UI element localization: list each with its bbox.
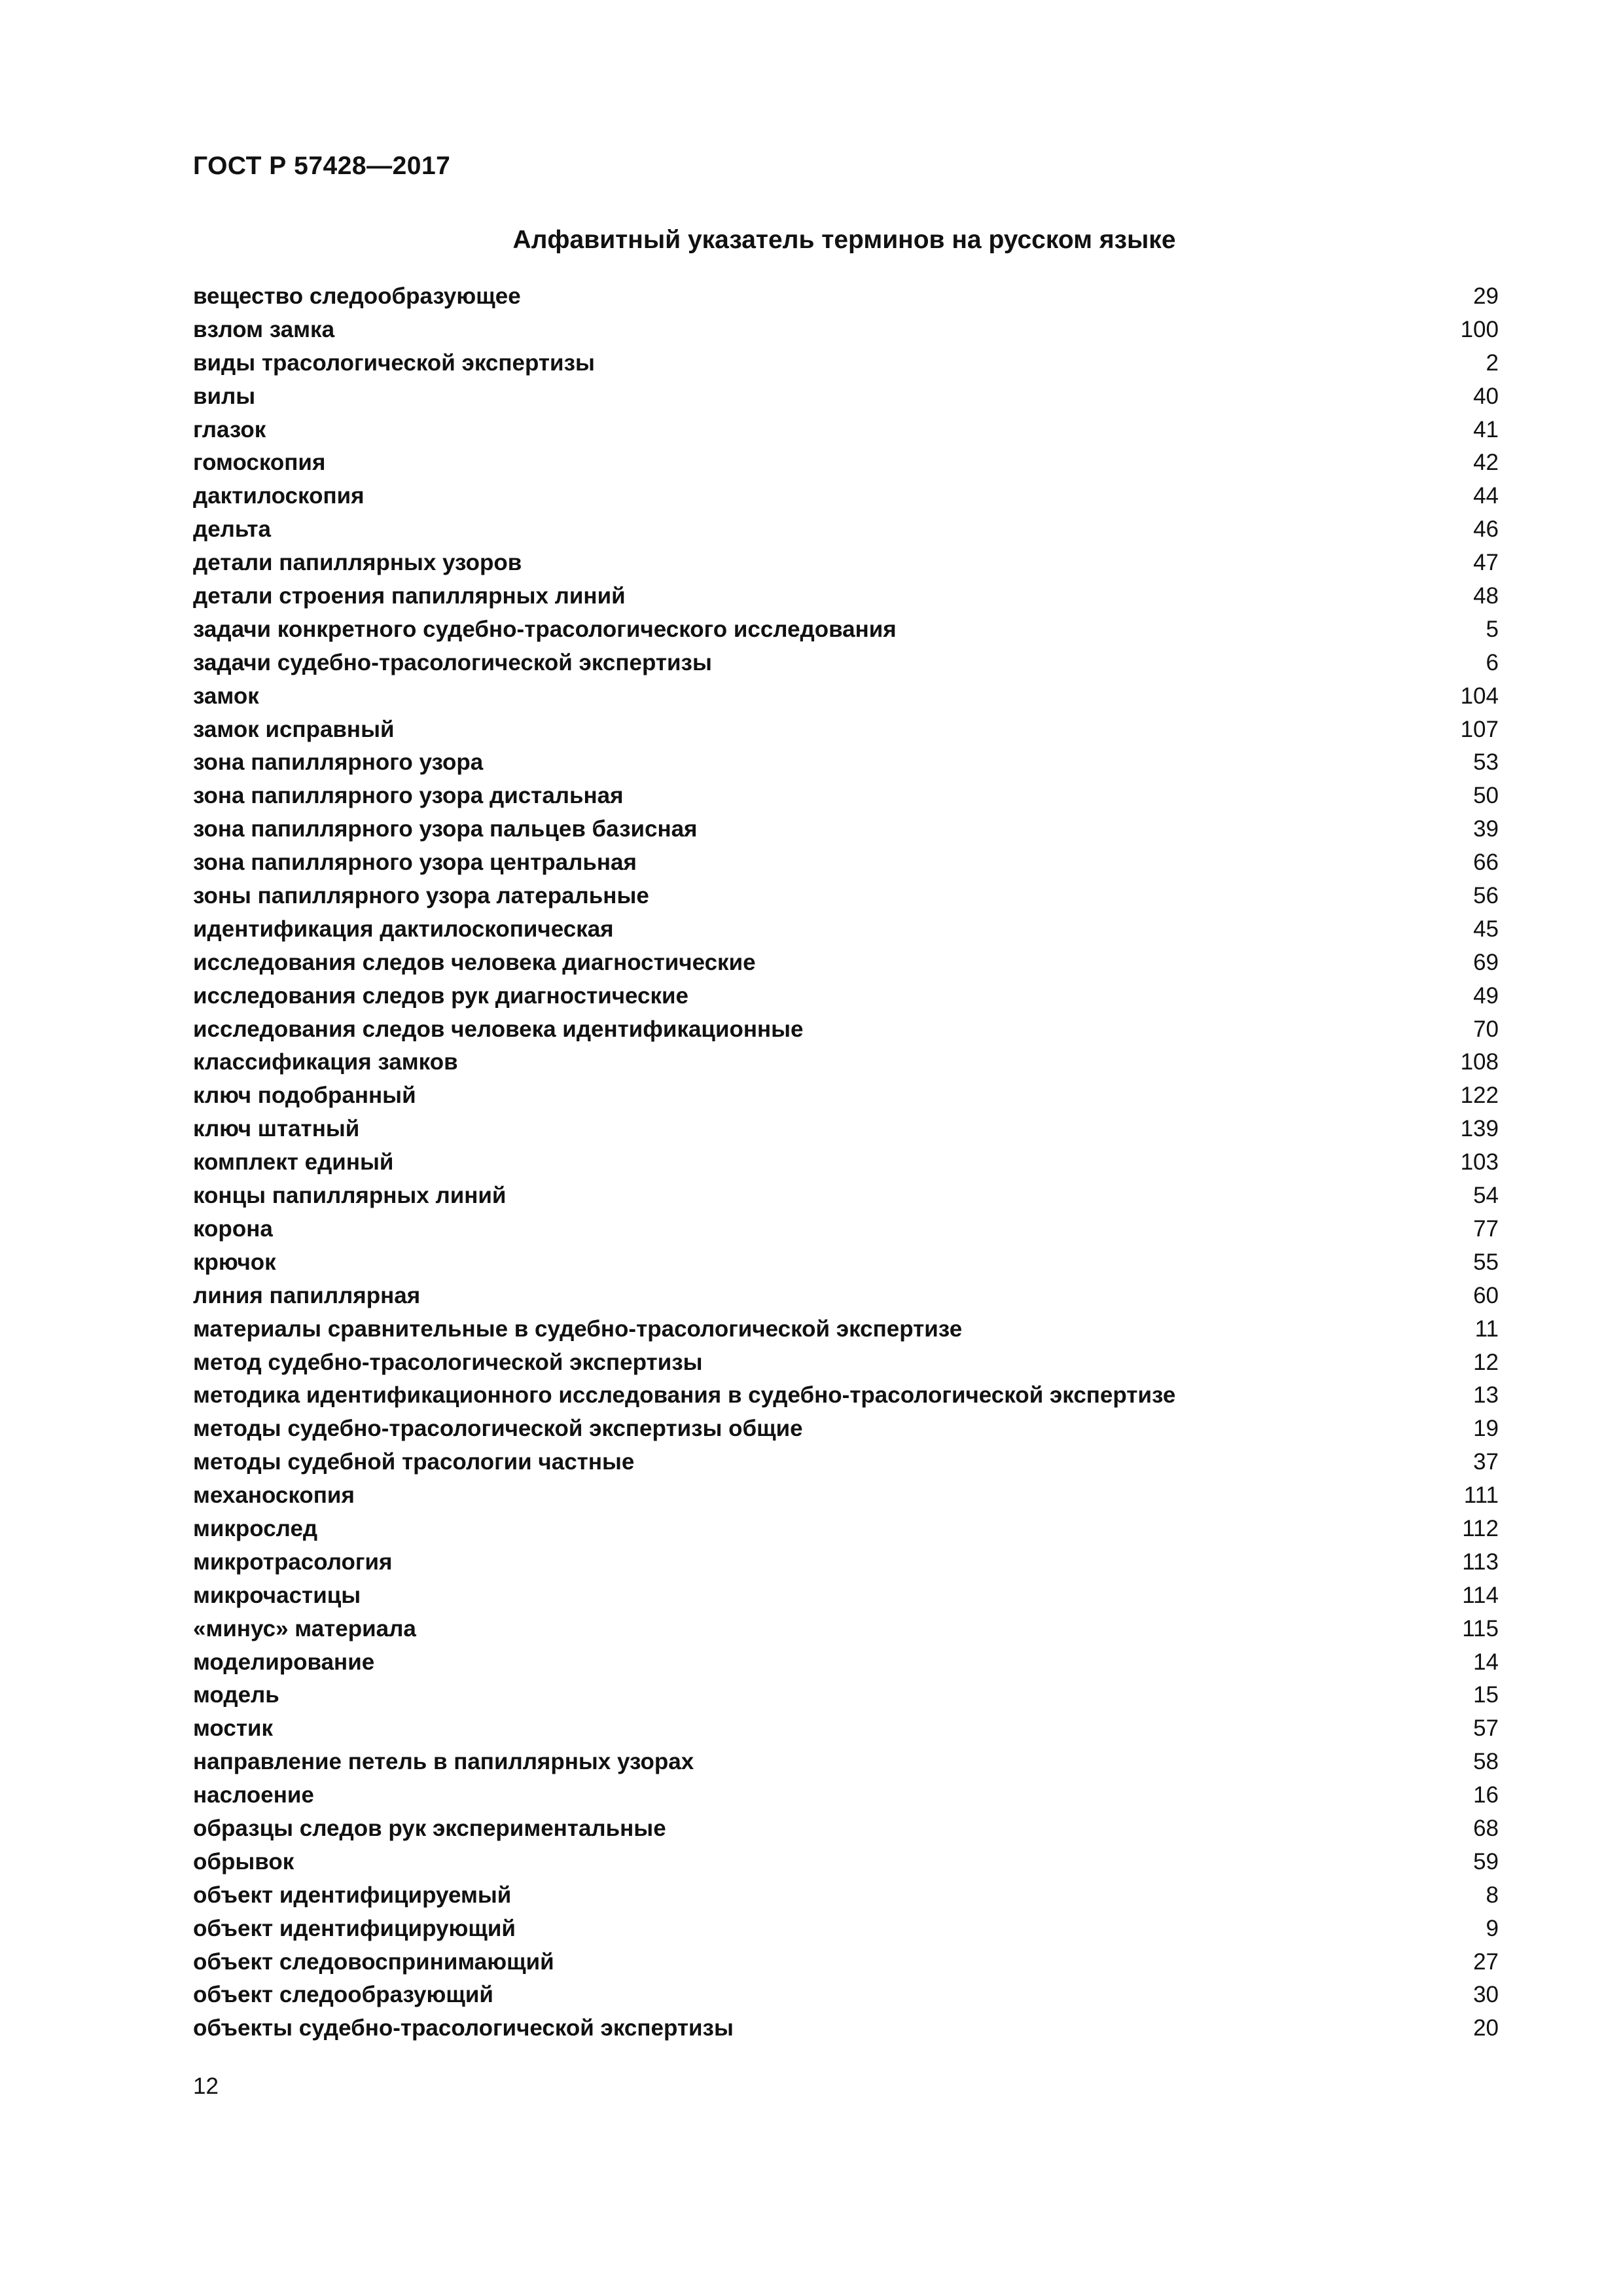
index-term: зона папиллярного узора центральная: [193, 850, 637, 876]
index-row: [193, 1846, 1499, 1879]
index-row: [193, 1213, 1499, 1246]
index-row: [193, 1912, 1499, 1946]
index-term: линия папиллярная: [193, 1282, 421, 1308]
index-term: объект следовоспринимающий: [193, 1948, 554, 1975]
index-row: [193, 380, 1499, 414]
index-row: [193, 713, 1499, 747]
page-number: 12: [193, 2073, 219, 2099]
index-term-number: 46: [1473, 516, 1499, 543]
index-term-number: 100: [1460, 316, 1499, 342]
index-row: [193, 1179, 1499, 1213]
index-row: [193, 414, 1499, 447]
index-term: микрочастицы: [193, 1582, 361, 1608]
index-term: исследования следов человека диагностические: [193, 949, 756, 975]
index-term: направление петель в папиллярных узорах: [193, 1749, 694, 1775]
index-term: крючок: [193, 1249, 276, 1275]
index-term-number: 40: [1473, 383, 1499, 409]
index-row: [193, 1013, 1499, 1047]
index-row: [193, 480, 1499, 513]
index-term-number: 50: [1473, 783, 1499, 809]
index-term: гомоскопия: [193, 450, 326, 476]
index-term-number: 122: [1460, 1083, 1499, 1109]
index-term-number: 68: [1473, 1815, 1499, 1841]
index-term-number: 11: [1474, 1316, 1499, 1342]
index-row: [193, 1746, 1499, 1779]
index-term: вещество следообразующее: [193, 283, 521, 309]
index-term: «минус» материала: [193, 1615, 416, 1641]
index-term-number: 77: [1473, 1215, 1499, 1242]
index-term-number: 107: [1460, 716, 1499, 742]
index-term-number: 6: [1486, 649, 1499, 675]
index-row: [193, 680, 1499, 713]
index-row: [193, 1812, 1499, 1846]
index-term: материалы сравнительные в судебно-трасологической экспертизе: [193, 1316, 963, 1342]
index-term-number: 8: [1486, 1882, 1499, 1908]
index-term: задачи судебно-трасологической экспертизы: [193, 649, 712, 675]
index-term-number: 60: [1473, 1282, 1499, 1308]
index-term-number: 30: [1473, 1982, 1499, 2008]
index-term: исследования следов человека идентификационные: [193, 1016, 804, 1042]
index-row: [193, 1346, 1499, 1380]
index-term-number: 19: [1473, 1416, 1499, 1442]
term-index-list: [193, 280, 1499, 2045]
index-term: методы судебной трасологии частные: [193, 1449, 635, 1475]
index-term-number: 70: [1473, 1016, 1499, 1042]
index-row: [193, 1946, 1499, 1979]
index-row: [193, 280, 1499, 314]
index-term: механоскопия: [193, 1482, 355, 1509]
index-row: [193, 1613, 1499, 1646]
index-term: объект следообразующий: [193, 1982, 493, 2008]
index-row: [193, 1146, 1499, 1179]
index-term: микротрасология: [193, 1549, 393, 1575]
index-term: модель: [193, 1682, 279, 1708]
standard-designation: ГОСТ Р 57428—2017: [193, 152, 451, 180]
index-row: [193, 613, 1499, 647]
index-term-number: 55: [1473, 1249, 1499, 1275]
index-term-number: 66: [1473, 850, 1499, 876]
index-row: [193, 547, 1499, 580]
index-term: зона папиллярного узора: [193, 749, 484, 776]
index-term-number: 103: [1460, 1149, 1499, 1175]
index-term-number: 41: [1473, 416, 1499, 442]
index-term-number: 104: [1460, 683, 1499, 709]
index-row: [193, 1446, 1499, 1479]
index-row: [193, 1879, 1499, 1912]
index-row: [193, 1412, 1499, 1446]
index-term-number: 139: [1460, 1116, 1499, 1142]
index-term-number: 57: [1473, 1715, 1499, 1742]
index-term-number: 49: [1473, 982, 1499, 1009]
index-term: зона папиллярного узора дистальная: [193, 783, 624, 809]
index-term: обрывок: [193, 1848, 294, 1874]
index-row: [193, 1513, 1499, 1546]
index-row: [193, 1479, 1499, 1513]
index-term-number: 44: [1473, 483, 1499, 509]
index-term-number: 69: [1473, 949, 1499, 975]
index-term-number: 5: [1486, 616, 1499, 642]
index-term: объекты судебно-трасологической экспертизы: [193, 2015, 734, 2041]
index-term-number: 39: [1473, 816, 1499, 842]
index-term: дельта: [193, 516, 271, 543]
index-term: метод судебно-трасологической экспертизы: [193, 1349, 703, 1375]
index-term: ключ подобранный: [193, 1083, 416, 1109]
index-term-number: 59: [1473, 1848, 1499, 1874]
index-term-number: 9: [1486, 1915, 1499, 1941]
index-row: [193, 980, 1499, 1013]
index-term: ключ штатный: [193, 1116, 360, 1142]
index-row: [193, 1979, 1499, 2012]
index-row: [193, 1679, 1499, 1712]
index-term: виды трасологической экспертизы: [193, 350, 595, 376]
index-term: объект идентифицирующий: [193, 1915, 516, 1941]
index-term: зона папиллярного узора пальцев базисная: [193, 816, 698, 842]
index-term: зоны папиллярного узора латеральные: [193, 883, 649, 909]
index-term: методы судебно-трасологической экспертизы общие: [193, 1416, 803, 1442]
index-term-number: 113: [1462, 1549, 1499, 1575]
index-term-number: 53: [1473, 749, 1499, 776]
index-term: моделирование: [193, 1649, 375, 1675]
index-term: классификация замков: [193, 1049, 458, 1075]
index-row: [193, 1280, 1499, 1313]
index-row: [193, 1579, 1499, 1613]
index-row: [193, 1113, 1499, 1146]
index-term: наслоение: [193, 1782, 314, 1808]
index-term-number: 29: [1473, 283, 1499, 309]
index-term-number: 42: [1473, 450, 1499, 476]
index-term: корона: [193, 1215, 273, 1242]
index-term: взлом замка: [193, 316, 335, 342]
index-term-number: 16: [1473, 1782, 1499, 1808]
index-term-number: 56: [1473, 883, 1499, 909]
index-title: Алфавитный указатель терминов на русском языке: [512, 226, 1176, 254]
index-row: [193, 846, 1499, 880]
index-term-number: 45: [1473, 916, 1499, 942]
index-row: [193, 1712, 1499, 1746]
index-term: методика идентификационного исследования в судебно-трасологической экспертизе: [193, 1382, 1176, 1408]
index-row: [193, 580, 1499, 613]
index-row: [193, 347, 1499, 380]
index-row: [193, 647, 1499, 680]
index-term-number: 108: [1460, 1049, 1499, 1075]
index-term-number: 37: [1473, 1449, 1499, 1475]
index-term: детали строения папиллярных линий: [193, 583, 626, 609]
index-term-number: 20: [1473, 2015, 1499, 2041]
index-term: дактилоскопия: [193, 483, 365, 509]
index-row: [193, 1313, 1499, 1346]
index-row: [193, 1379, 1499, 1412]
index-term-number: 14: [1473, 1649, 1499, 1675]
index-row: [193, 314, 1499, 347]
index-term: мостик: [193, 1715, 273, 1742]
index-row: [193, 446, 1499, 480]
index-term: замок: [193, 683, 259, 709]
index-term-number: 115: [1462, 1615, 1499, 1641]
index-term-number: 54: [1473, 1183, 1499, 1209]
index-row: [193, 1046, 1499, 1079]
index-row: [193, 813, 1499, 846]
index-term: микрослед: [193, 1515, 318, 1541]
index-term-number: 58: [1473, 1749, 1499, 1775]
index-row: [193, 1246, 1499, 1280]
index-term-number: 111: [1463, 1482, 1499, 1509]
index-row: [193, 513, 1499, 547]
index-term: образцы следов рук экспериментальные: [193, 1815, 666, 1841]
index-term: задачи конкретного судебно-трасологического исследования: [193, 616, 897, 642]
index-term-number: 12: [1473, 1349, 1499, 1375]
index-term: детали папиллярных узоров: [193, 550, 522, 576]
index-row: [193, 1079, 1499, 1113]
index-row: [193, 2012, 1499, 2045]
index-term-number: 27: [1473, 1948, 1499, 1975]
index-row: [193, 780, 1499, 813]
index-term: комплект единый: [193, 1149, 394, 1175]
index-row: [193, 1779, 1499, 1812]
index-term-number: 2: [1486, 350, 1499, 376]
index-row: [193, 913, 1499, 946]
index-row: [193, 1646, 1499, 1679]
index-term: идентификация дактилоскопическая: [193, 916, 614, 942]
index-term-number: 47: [1473, 550, 1499, 576]
index-term: концы папиллярных линий: [193, 1183, 507, 1209]
index-row: [193, 946, 1499, 980]
index-term-number: 13: [1473, 1382, 1499, 1408]
index-row: [193, 880, 1499, 913]
index-term: замок исправный: [193, 716, 395, 742]
index-row: [193, 1546, 1499, 1579]
index-term-number: 15: [1473, 1682, 1499, 1708]
index-term: исследования следов рук диагностические: [193, 982, 689, 1009]
index-term-number: 112: [1462, 1515, 1499, 1541]
index-term-number: 48: [1473, 583, 1499, 609]
index-row: [193, 746, 1499, 780]
index-term: объект идентифицируемый: [193, 1882, 512, 1908]
index-term-number: 114: [1462, 1582, 1499, 1608]
index-term: вилы: [193, 383, 256, 409]
index-term: глазок: [193, 416, 266, 442]
